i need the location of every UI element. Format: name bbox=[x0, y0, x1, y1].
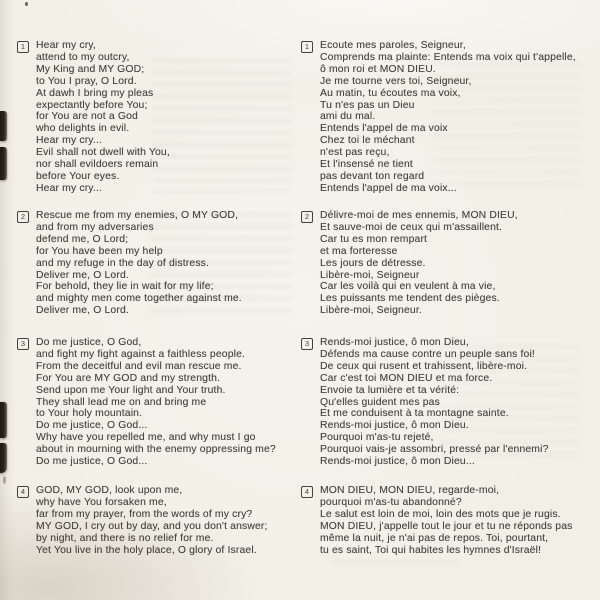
lyric-line: For behold, they lie in wait for my life; bbox=[36, 281, 214, 293]
lyric-line: Défends ma cause contre un peuple sans foi! bbox=[320, 348, 535, 360]
section-number-box: 3 bbox=[301, 338, 313, 350]
lyric-section-3 bbox=[17, 337, 276, 468]
lyric-line: Do me justice, O God... bbox=[36, 456, 148, 468]
lyrics-column-french bbox=[301, 0, 593, 600]
lyric-line: about in mourning with the enemy oppressing me? bbox=[36, 444, 276, 456]
lyric-line: At dawh I bring my pleas bbox=[36, 87, 154, 99]
lyric-line: Et me conduisent à ta montagne sainte. bbox=[320, 408, 509, 420]
section-number-box: 3 bbox=[17, 338, 29, 350]
lyric-line: for You are not a God bbox=[36, 111, 138, 123]
lyric-line: before Your eyes. bbox=[36, 170, 120, 182]
lyric-section-4 bbox=[17, 485, 268, 556]
lyric-section-2 bbox=[17, 210, 242, 317]
lyric-line: Pourquoi vais-je assombri, pressé par l'ennemi? bbox=[320, 444, 549, 456]
lyric-line: and from my adversaries bbox=[36, 221, 154, 233]
lyric-line: defend me, O Lord; bbox=[36, 233, 129, 245]
lyric-line: Hear my cry... bbox=[36, 182, 102, 194]
lyric-lines bbox=[36, 337, 276, 468]
lyric-line: by night, and there is no relief for me. bbox=[36, 532, 214, 544]
lyric-line: to You I pray, O Lord. bbox=[36, 75, 137, 87]
lyric-lines bbox=[36, 210, 242, 317]
lyric-line: Hear my cry, bbox=[36, 40, 96, 51]
lyric-line: Et l'insensé ne tient bbox=[320, 159, 413, 171]
lyric-lines bbox=[320, 40, 576, 195]
lyric-line: Hear my cry... bbox=[36, 135, 102, 147]
lyric-line: attend to my outcry, bbox=[36, 51, 130, 63]
lyric-line: Libère-moi, Seigneur. bbox=[320, 305, 422, 317]
lyric-line: MY GOD, I cry out by day, and you don't answer; bbox=[36, 520, 268, 532]
section-number-box: 2 bbox=[17, 211, 29, 223]
lyric-line: Rends-moi justice, ô mon Dieu. bbox=[320, 420, 469, 432]
lyric-line: GOD, MY GOD, look upon me, bbox=[36, 485, 183, 496]
binding-staple-mark bbox=[0, 147, 7, 180]
lyric-line: Comprends ma plainte: Entends ma voix qui t'appelle, bbox=[320, 51, 576, 63]
lyric-section-2 bbox=[301, 210, 518, 317]
lyric-line: même la nuit, je n'ai pas de repos. Toi, pourtant, bbox=[320, 532, 549, 544]
binding-staple-mark bbox=[0, 111, 7, 141]
lyric-line: Et sauve-moi de ceux qui m'assaillent. bbox=[320, 221, 503, 233]
lyric-line: Ecoute mes paroles, Seigneur, bbox=[320, 40, 466, 51]
lyric-line: Do me justice, O God... bbox=[36, 420, 148, 432]
lyric-line: Deliver me, O Lord. bbox=[36, 269, 129, 281]
lyric-line: Qu'elles guident mes pas bbox=[320, 396, 440, 408]
lyric-lines bbox=[36, 485, 268, 556]
section-number-box: 1 bbox=[301, 41, 313, 53]
lyric-line: Je me tourne vers toi, Seigneur, bbox=[320, 75, 472, 87]
lyric-line: Pourquoi m'as-tu rejeté, bbox=[320, 432, 434, 444]
lyric-line: pourquoi m'as-tu abandonné? bbox=[320, 496, 462, 508]
lyric-lines bbox=[320, 485, 573, 556]
lyric-line: Send upon me Your light and Your truth. bbox=[36, 384, 226, 396]
lyric-line: Do me justice, O God, bbox=[36, 337, 142, 348]
lyric-section-1 bbox=[17, 40, 170, 195]
lyric-line: Tu n'es pas un Dieu bbox=[320, 99, 415, 111]
lyric-line: Deliver me, O Lord. bbox=[36, 305, 129, 317]
lyric-line: Car c'est toi MON DIEU et ma force. bbox=[320, 372, 493, 384]
lyric-line: Le salut est loin de moi, loin des mots que je rugis. bbox=[320, 508, 561, 520]
lyric-line: Rescue me from my enemies, O MY GOD, bbox=[36, 210, 239, 221]
lyric-line: Car tu es mon rempart bbox=[320, 233, 428, 245]
lyric-line: Envoie ta lumière et ta vérité: bbox=[320, 384, 460, 396]
lyric-line: et ma forteresse bbox=[320, 245, 398, 257]
lyric-line: Why have you repelled me, and why must I go bbox=[36, 432, 256, 444]
lyric-section-4 bbox=[301, 485, 573, 556]
lyric-line: From the deceitful and evil man rescue me. bbox=[36, 360, 242, 372]
lyric-line: Les jours de détresse. bbox=[320, 257, 426, 269]
lyric-line: n'est pas reçu, bbox=[320, 147, 390, 159]
lyric-lines bbox=[320, 337, 549, 468]
lyric-line: MON DIEU, MON DIEU, regarde-moi, bbox=[320, 485, 500, 496]
lyric-line: Chez toi le méchant bbox=[320, 135, 415, 147]
lyric-line: ô mon roi et MON DIEU. bbox=[320, 63, 436, 75]
lyric-line: Evil shall not dwell with You, bbox=[36, 147, 170, 159]
binding-staple-mark bbox=[0, 402, 7, 438]
lyric-line: My King and MY GOD; bbox=[36, 63, 145, 75]
lyric-line: and fight my fight against a faithless people. bbox=[36, 348, 246, 360]
lyric-line: Rends-moi justice, ô mon Dieu, bbox=[320, 337, 469, 348]
lyric-line: for You have been my help bbox=[36, 245, 163, 257]
lyric-line: Yet You live in the holy place, O glory of Israel. bbox=[36, 544, 257, 556]
binding-staple-mark bbox=[0, 443, 7, 473]
lyric-line: tu es saint, Toi qui habites les hymnes d'Israël! bbox=[320, 544, 542, 556]
lyric-lines bbox=[320, 210, 518, 317]
lyric-line: For You are MY GOD and my strength. bbox=[36, 372, 221, 384]
lyric-line: De ceux qui rusent et trahissent, libère-moi. bbox=[320, 360, 528, 372]
lyric-line: who delights in evil. bbox=[36, 123, 130, 135]
section-number-box: 2 bbox=[301, 211, 313, 223]
lyric-line: They shall lead me on and bring me bbox=[36, 396, 207, 408]
lyric-line: Rends-moi justice, ô mon Dieu... bbox=[320, 456, 475, 468]
scan-speck bbox=[3, 476, 6, 484]
lyric-line: and my refuge in the day of distress. bbox=[36, 257, 210, 269]
lyric-line: MON DIEU, j'appelle tout le jour et tu ne réponds pas bbox=[320, 520, 573, 532]
lyric-line: expectantly before You; bbox=[36, 99, 148, 111]
lyric-line: Entends l'appel de ma voix... bbox=[320, 182, 457, 194]
lyric-line: ami du mal. bbox=[320, 111, 376, 123]
section-number-box: 4 bbox=[301, 486, 313, 498]
lyric-section-1 bbox=[301, 40, 576, 195]
lyric-line: pas devant ton regard bbox=[320, 170, 425, 182]
lyric-section-3 bbox=[301, 337, 549, 468]
lyric-line: Les puissants me tendent des pièges. bbox=[320, 293, 500, 305]
section-number-box: 1 bbox=[17, 41, 29, 53]
lyric-line: Entends l'appel de ma voix bbox=[320, 123, 448, 135]
lyric-line: to Your holy mountain. bbox=[36, 408, 143, 420]
lyric-line: nor shall evildoers remain bbox=[36, 159, 159, 171]
lyric-line: Libère-moi, Seigneur bbox=[320, 269, 420, 281]
lyric-line: and mighty men come together against me. bbox=[36, 293, 242, 305]
section-number-box: 4 bbox=[17, 486, 29, 498]
lyric-line: Au matin, tu écoutes ma voix, bbox=[320, 87, 461, 99]
lyric-lines bbox=[36, 40, 170, 195]
lyric-line: Délivre-moi de mes ennemis, MON DIEU, bbox=[320, 210, 518, 221]
lyric-line: why have You forsaken me, bbox=[36, 496, 167, 508]
lyric-line: Car les voilà qui en veulent à ma vie, bbox=[320, 281, 496, 293]
lyrics-column-english bbox=[17, 0, 297, 600]
lyric-line: far from my prayer, from the words of my cry? bbox=[36, 508, 253, 520]
